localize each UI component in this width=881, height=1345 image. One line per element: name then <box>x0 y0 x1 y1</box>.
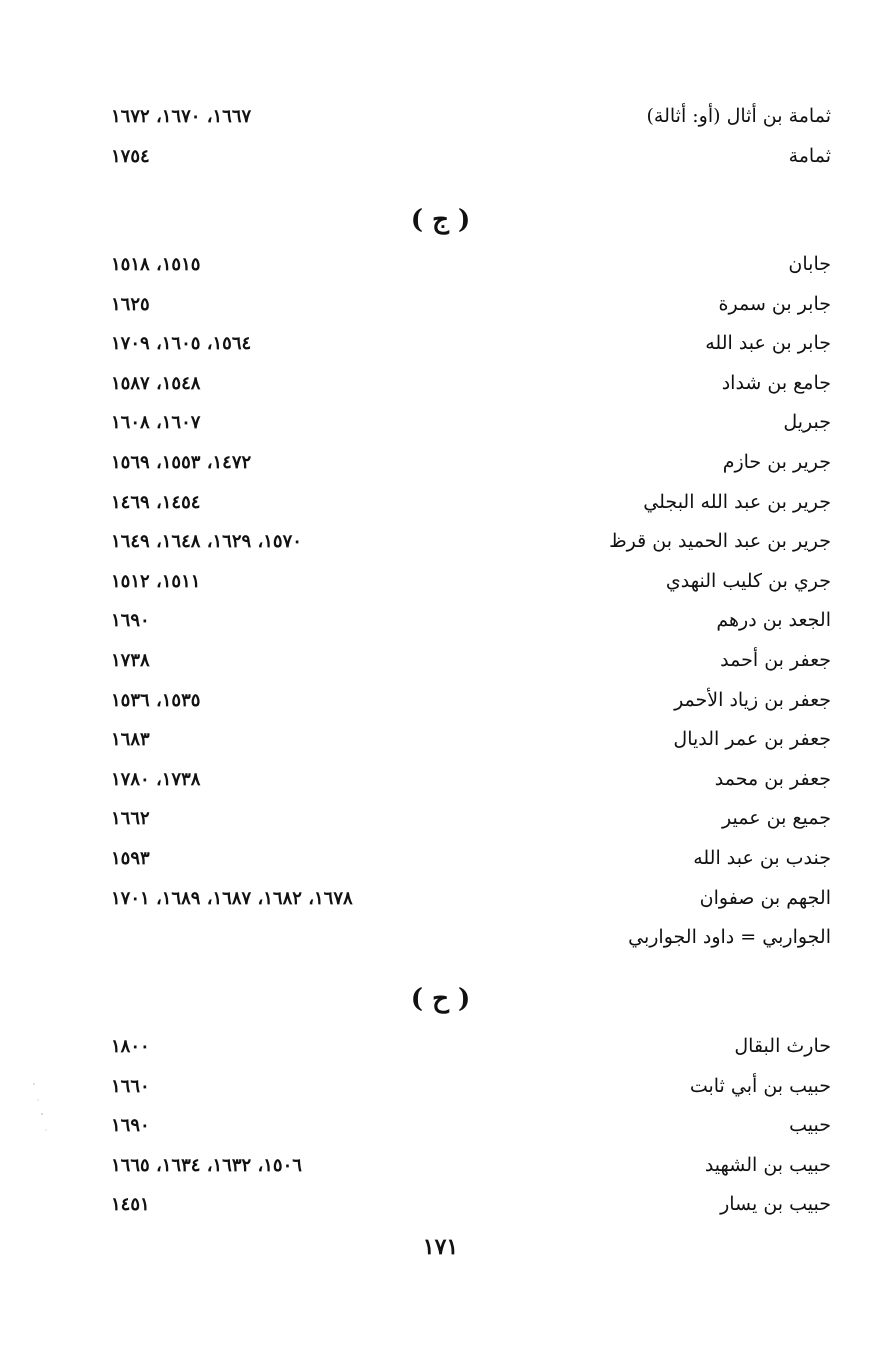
index-entry <box>0 681 881 721</box>
index-entry <box>0 364 881 404</box>
entry-name: جعفر بن زياد الأحمر <box>674 688 831 711</box>
entry-pages: ١٤٥٤، ١٤٦٩ <box>111 491 201 513</box>
index-entry <box>0 97 881 137</box>
index-entry <box>0 403 881 443</box>
entry-pages: ١٥١١، ١٥١٢ <box>111 570 201 592</box>
entry-name: ثمامة بن أثال (أو: أثالة) <box>646 105 831 127</box>
index-entry <box>0 839 881 879</box>
index-entry <box>0 1027 881 1067</box>
entry-pages: ١٤٧٢، ١٥٥٣، ١٥٦٩ <box>111 451 252 473</box>
entry-pages: ١٦٠٧، ١٦٠٨ <box>111 412 201 434</box>
entry-pages: ١٧٣٨، ١٧٨٠ <box>111 768 201 790</box>
section-tha <box>0 97 881 176</box>
entry-pages: ١٦٨٣ <box>111 729 150 751</box>
entry-name: جعفر بن محمد <box>714 767 831 790</box>
entry-pages: ١٧٥٤ <box>111 145 150 167</box>
entry-pages: ١٦٩٠ <box>111 1115 150 1137</box>
index-entry <box>0 1067 881 1107</box>
index-entry <box>0 1106 881 1146</box>
entry-pages: ١٤٥١ <box>111 1194 150 1216</box>
entry-name: جرير بن عبد الله البجلي <box>643 490 831 513</box>
entry-pages: ١٦٦٠ <box>111 1075 150 1097</box>
entry-name: ثمامة <box>788 144 831 167</box>
index-entry <box>0 443 881 483</box>
entry-name: جري بن كليب النهدي <box>665 569 831 592</box>
index-entry <box>0 483 881 523</box>
entry-name: الجواربي = داود الجواربي <box>628 926 831 949</box>
section-ha <box>0 1027 881 1225</box>
entry-pages: ١٥١٥، ١٥١٨ <box>111 254 201 275</box>
entry-name: جميع بن عمير <box>722 807 831 830</box>
entry-name: جابان <box>788 253 831 275</box>
entry-pages: ١٦٧٨، ١٦٨٢، ١٦٨٧، ١٦٨٩، ١٧٠١ <box>111 887 353 909</box>
index-entry <box>0 522 881 562</box>
entry-name: جعفر بن أحمد <box>720 648 831 671</box>
index-entry <box>0 324 881 364</box>
index-entry <box>0 799 881 839</box>
entry-pages: ١٦٩٠ <box>111 610 150 632</box>
section-heading-ha: ( ح ) <box>410 984 471 1014</box>
scan-speck-decoration <box>28 1078 52 1138</box>
section-jim <box>0 245 881 958</box>
entry-name: حارث البقال <box>734 1035 831 1057</box>
index-entry <box>0 879 881 919</box>
index-entry <box>0 245 881 285</box>
entry-name: الجهم بن صفوان <box>699 886 831 909</box>
page-number: ١٧١ <box>422 1234 459 1260</box>
entry-name: جامع بن شداد <box>721 371 831 394</box>
index-entry <box>0 1146 881 1186</box>
entry-name: جندب بن عبد الله <box>693 846 831 869</box>
index-entry <box>0 1185 881 1225</box>
entry-pages: ١٦٦٢ <box>111 808 150 830</box>
entry-name: جابر بن سمرة <box>718 292 831 315</box>
index-entry <box>0 641 881 681</box>
index-entry <box>0 918 881 958</box>
index-entry <box>0 137 881 177</box>
entry-pages: ١٥٣٥، ١٥٣٦ <box>111 689 201 711</box>
entry-pages: ١٧٣٨ <box>111 649 150 671</box>
index-entry <box>0 760 881 800</box>
index-entry <box>0 601 881 641</box>
entry-name: جعفر بن عمر الديال <box>673 728 831 751</box>
index-entry <box>0 562 881 602</box>
entry-name: حبيب بن الشهيد <box>704 1153 831 1176</box>
entry-pages: ١٨٠٠ <box>111 1036 150 1057</box>
entry-name: جبريل <box>783 411 831 434</box>
entry-pages: ١٥٧٠، ١٦٢٩، ١٦٤٨، ١٦٤٩ <box>111 531 302 553</box>
entry-name: جرير بن حازم <box>722 450 831 473</box>
entry-pages: ١٦٦٧، ١٦٧٠، ١٦٧٢ <box>111 106 252 127</box>
entry-name: جابر بن عبد الله <box>705 332 831 355</box>
entry-pages: ١٥٠٦، ١٦٣٢، ١٦٣٤، ١٦٦٥ <box>111 1154 302 1176</box>
entry-name: حبيب بن أبي ثابت <box>689 1074 831 1097</box>
entry-name: حبيب <box>789 1114 831 1137</box>
entry-pages: ١٥٩٣ <box>111 847 150 869</box>
entry-name: جرير بن عبد الحميد بن قرظ <box>609 530 831 553</box>
section-heading-jim: ( ج ) <box>410 205 471 235</box>
entry-pages: ١٥٦٤، ١٦٠٥، ١٧٠٩ <box>111 333 252 355</box>
entry-name: الجعد بن درهم <box>716 609 831 632</box>
entry-name: حبيب بن يسار <box>720 1193 831 1216</box>
index-entry <box>0 720 881 760</box>
entry-pages: ١٦٢٥ <box>111 293 150 315</box>
entry-pages: ١٥٤٨، ١٥٨٧ <box>111 372 201 394</box>
index-entry <box>0 285 881 325</box>
